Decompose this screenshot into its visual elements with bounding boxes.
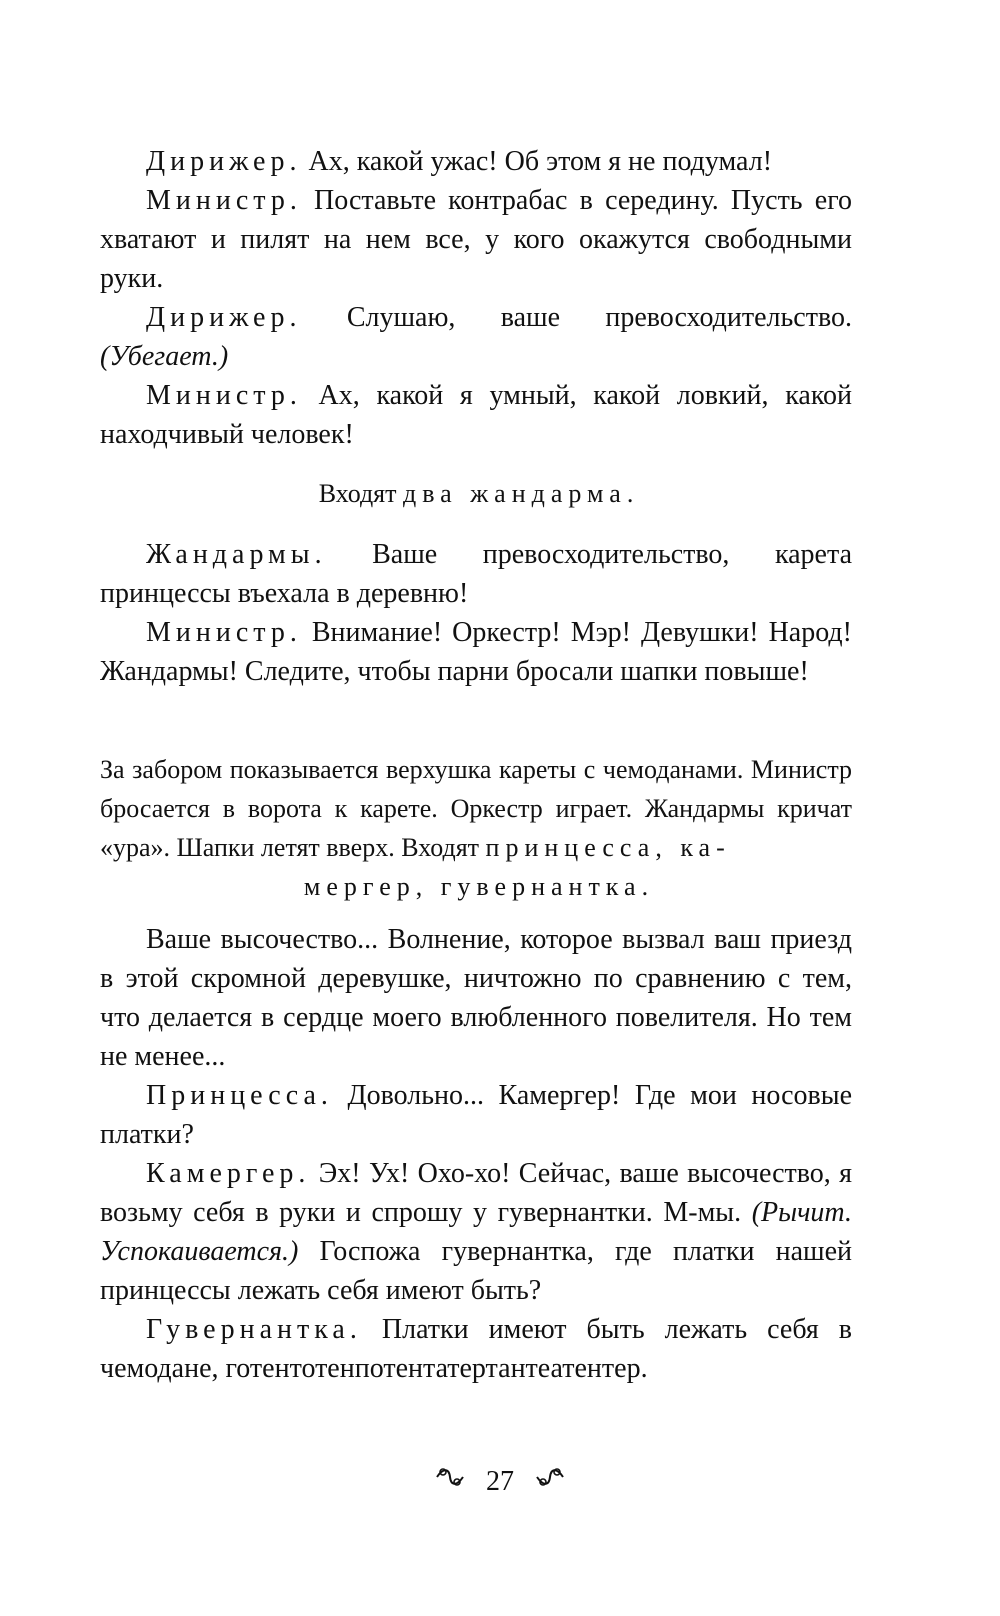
dialogue-block-3 [100, 920, 852, 1388]
line-text: Госпожа гувернантка, где платки нашей принцессы лежать себя имеют быть? [100, 1236, 852, 1306]
line-text: Слушаю, ваше превосходительство. [301, 302, 852, 333]
dialogue-line [100, 535, 852, 613]
page-number: 27 [486, 1465, 514, 1497]
dialogue-line [100, 920, 852, 1076]
stage-text-end: . [641, 872, 649, 901]
stage-direction-inline: (Рычит. Успокаивается.) [100, 1197, 852, 1267]
scroll-ornament-icon [535, 1462, 565, 1502]
speaker-name: Камергер. [146, 1158, 311, 1189]
stage-text-end: . [626, 479, 634, 508]
stage-text-spaced: мергер, гувернантка [303, 872, 642, 901]
dialogue-block-2 [100, 535, 852, 691]
line-text: Эх! Ух! Охо-хо! Сейчас, ваше высочество, я возьму себя в руки и спрошу у гувернантки. М-мы. [100, 1158, 852, 1228]
dialogue-line [100, 298, 852, 376]
stage-text: За забором показывается верхушка кареты с чемоданами. Министр бросается в ворота к карете. Оркестр играет. Жандармы кричат «ура». Шапки летят вверх. Входят [100, 755, 852, 862]
speaker-name: Министр. [146, 380, 302, 411]
stage-last-line [100, 867, 852, 906]
dialogue-line [100, 613, 852, 691]
stage-direction-block [100, 750, 852, 906]
dialogue-line [100, 1076, 852, 1154]
stage-direction-centered [100, 474, 852, 513]
speaker-name: Гувернантка. [146, 1314, 362, 1345]
line-text: Внимание! Оркестр! Мэр! Девушки! Народ! Жандармы! Следите, чтобы парни бросали шапки повыше! [100, 617, 852, 687]
speaker-name: Дирижер. [146, 146, 302, 177]
line-text: Довольно... Камергер! Где мои носовые платки? [100, 1080, 852, 1150]
line-text: Платки имеют быть лежать себя в чемодане, готентотенпотентатертантеатентер. [100, 1314, 852, 1384]
scroll-ornament-icon [435, 1462, 465, 1502]
speaker-name: Министр. [146, 617, 302, 648]
stage-direction-inline: (Убегает.) [100, 341, 229, 372]
speaker-name: Жандармы. [146, 539, 327, 570]
dialogue-block-1 [100, 142, 852, 454]
stage-text-spaced: принцесса, ка- [485, 833, 731, 862]
dialogue-line [100, 1154, 852, 1310]
line-text: Ваше высочество... Волнение, которое вызвал ваш приезд в этой скромной деревушке, ничтожно по сравнению с тем, что делается в сердце моего влюбленного повелителя. Но тем не менее... [100, 924, 852, 1072]
dialogue-line [100, 142, 852, 181]
dialogue-line [100, 1310, 852, 1388]
stage-text-spaced: два жандарма [403, 479, 627, 508]
line-text: Ах, какой ужас! Об этом я не подумал! [301, 146, 773, 177]
speaker-name: Министр. [146, 185, 302, 216]
line-text: Ах, какой я умный, какой ловкий, какой находчивый человек! [100, 380, 852, 450]
stage-text: Входят [318, 479, 403, 508]
dialogue-line [100, 181, 852, 298]
speaker-name: Принцесса. [146, 1080, 333, 1111]
line-text: Поставьте контрабас в середину. Пусть его хватают и пилят на нем все, у кого окажутся свободными руки. [100, 185, 852, 294]
line-text: Ваше превосходительство, карета принцессы въехала в деревню! [100, 539, 852, 609]
page-footer [0, 1460, 1000, 1502]
dialogue-line [100, 376, 852, 454]
speaker-name: Дирижер. [146, 302, 302, 333]
